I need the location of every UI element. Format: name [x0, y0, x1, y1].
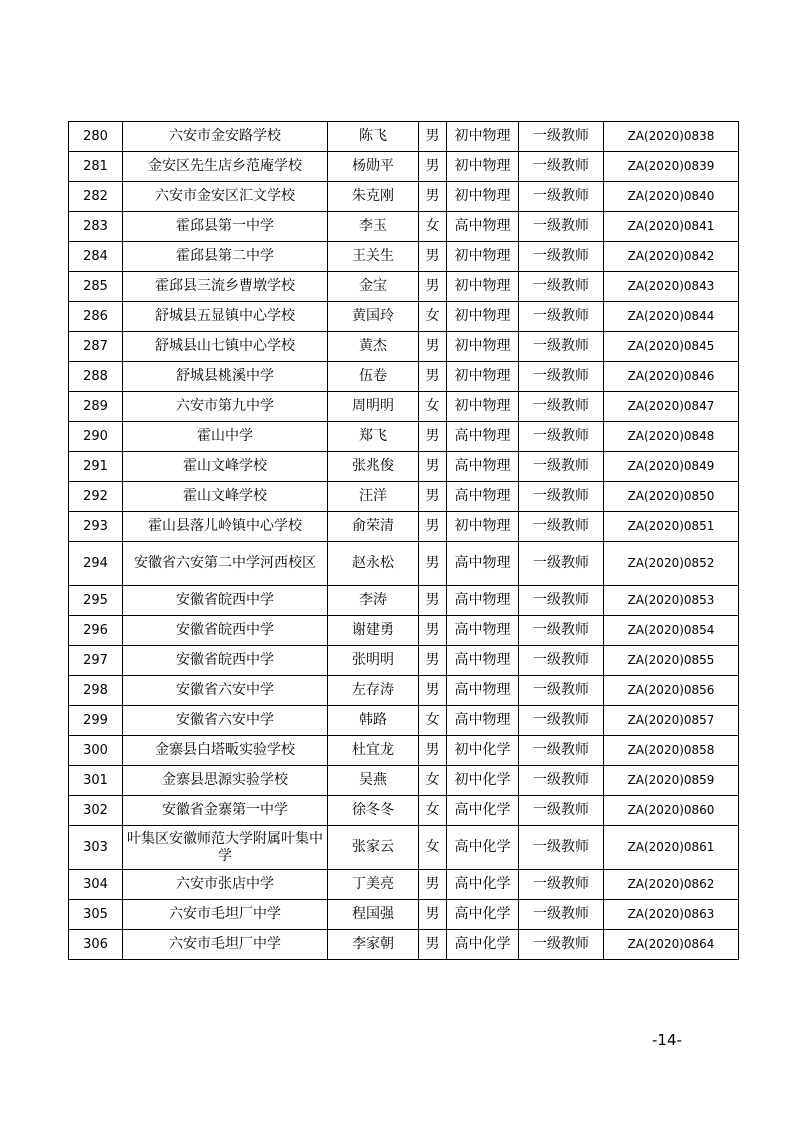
- table-row: [69, 272, 739, 302]
- cell-subject: 初中化学: [447, 736, 519, 766]
- cell-school: 六安市金安区汇文学校: [123, 182, 328, 212]
- cell-number: 297: [69, 646, 123, 676]
- page-number: -14-: [652, 1031, 682, 1049]
- cell-teacher-name: 吴燕: [328, 766, 419, 796]
- cell-subject: 高中物理: [447, 422, 519, 452]
- cell-certificate-number: ZA(2020)0863: [604, 900, 739, 930]
- cell-number: 287: [69, 332, 123, 362]
- cell-number: 289: [69, 392, 123, 422]
- cell-gender: 女: [419, 212, 447, 242]
- cell-subject: 初中物理: [447, 242, 519, 272]
- cell-subject: 高中物理: [447, 482, 519, 512]
- cell-subject: 初中物理: [447, 182, 519, 212]
- cell-teacher-name: 韩路: [328, 706, 419, 736]
- cell-number: 280: [69, 122, 123, 152]
- cell-subject: 初中物理: [447, 362, 519, 392]
- cell-teacher-name: 杜宜龙: [328, 736, 419, 766]
- cell-subject: 高中化学: [447, 900, 519, 930]
- cell-title: 一级教师: [519, 482, 604, 512]
- cell-certificate-number: ZA(2020)0842: [604, 242, 739, 272]
- cell-subject: 高中物理: [447, 586, 519, 616]
- table-row: [69, 616, 739, 646]
- cell-gender: 女: [419, 766, 447, 796]
- cell-certificate-number: ZA(2020)0843: [604, 272, 739, 302]
- table-row: [69, 182, 739, 212]
- cell-title: 一级教师: [519, 512, 604, 542]
- cell-number: 303: [69, 826, 123, 870]
- cell-teacher-name: 徐冬冬: [328, 796, 419, 826]
- cell-school: 霍山文峰学校: [123, 452, 328, 482]
- cell-number: 298: [69, 676, 123, 706]
- cell-number: 295: [69, 586, 123, 616]
- cell-school: 金寨县白塔畈实验学校: [123, 736, 328, 766]
- roster-body: [69, 122, 739, 960]
- cell-school: 霍山文峰学校: [123, 482, 328, 512]
- cell-school: 安徽省金寨第一中学: [123, 796, 328, 826]
- table-row: [69, 482, 739, 512]
- cell-gender: 男: [419, 676, 447, 706]
- table-row: [69, 826, 739, 870]
- cell-school: 安徽省六安第二中学河西校区: [123, 542, 328, 586]
- cell-gender: 男: [419, 900, 447, 930]
- cell-title: 一级教师: [519, 870, 604, 900]
- cell-gender: 男: [419, 870, 447, 900]
- cell-gender: 男: [419, 646, 447, 676]
- cell-title: 一级教师: [519, 122, 604, 152]
- cell-title: 一级教师: [519, 302, 604, 332]
- cell-gender: 男: [419, 332, 447, 362]
- cell-title: 一级教师: [519, 706, 604, 736]
- cell-teacher-name: 黄杰: [328, 332, 419, 362]
- cell-title: 一级教师: [519, 332, 604, 362]
- cell-subject: 高中物理: [447, 706, 519, 736]
- cell-certificate-number: ZA(2020)0864: [604, 930, 739, 960]
- cell-teacher-name: 伍卷: [328, 362, 419, 392]
- cell-certificate-number: ZA(2020)0846: [604, 362, 739, 392]
- cell-title: 一级教师: [519, 392, 604, 422]
- teacher-roster-table: [68, 121, 739, 960]
- cell-school: 霍邱县第二中学: [123, 242, 328, 272]
- table-row: [69, 332, 739, 362]
- table-row: [69, 422, 739, 452]
- cell-school: 霍邱县第一中学: [123, 212, 328, 242]
- cell-school: 霍邱县三流乡曹墩学校: [123, 272, 328, 302]
- cell-certificate-number: ZA(2020)0855: [604, 646, 739, 676]
- cell-school: 六安市张店中学: [123, 870, 328, 900]
- cell-title: 一级教师: [519, 616, 604, 646]
- cell-gender: 男: [419, 586, 447, 616]
- cell-gender: 女: [419, 706, 447, 736]
- cell-school: 安徽省皖西中学: [123, 586, 328, 616]
- cell-subject: 高中化学: [447, 930, 519, 960]
- table-row: [69, 676, 739, 706]
- cell-school: 霍山中学: [123, 422, 328, 452]
- cell-number: 281: [69, 152, 123, 182]
- cell-subject: 高中物理: [447, 646, 519, 676]
- table-row: [69, 736, 739, 766]
- cell-certificate-number: ZA(2020)0838: [604, 122, 739, 152]
- table-row: [69, 766, 739, 796]
- cell-gender: 女: [419, 796, 447, 826]
- cell-gender: 男: [419, 242, 447, 272]
- table-row: [69, 152, 739, 182]
- cell-gender: 男: [419, 362, 447, 392]
- cell-gender: 男: [419, 930, 447, 960]
- cell-certificate-number: ZA(2020)0850: [604, 482, 739, 512]
- cell-subject: 初中物理: [447, 512, 519, 542]
- cell-subject: 高中化学: [447, 826, 519, 870]
- cell-school: 金寨县思源实验学校: [123, 766, 328, 796]
- cell-number: 282: [69, 182, 123, 212]
- cell-gender: 男: [419, 736, 447, 766]
- cell-subject: 初中物理: [447, 272, 519, 302]
- cell-gender: 女: [419, 302, 447, 332]
- cell-number: 292: [69, 482, 123, 512]
- table-row: [69, 706, 739, 736]
- cell-number: 304: [69, 870, 123, 900]
- cell-school: 舒城县五显镇中心学校: [123, 302, 328, 332]
- cell-gender: 男: [419, 616, 447, 646]
- cell-teacher-name: 赵永松: [328, 542, 419, 586]
- cell-title: 一级教师: [519, 736, 604, 766]
- cell-teacher-name: 张家云: [328, 826, 419, 870]
- cell-subject: 高中化学: [447, 796, 519, 826]
- cell-subject: 初中物理: [447, 392, 519, 422]
- cell-school: 六安市毛坦厂中学: [123, 930, 328, 960]
- cell-certificate-number: ZA(2020)0847: [604, 392, 739, 422]
- table-row: [69, 930, 739, 960]
- table-row: [69, 242, 739, 272]
- table-row: [69, 122, 739, 152]
- cell-teacher-name: 程国强: [328, 900, 419, 930]
- cell-certificate-number: ZA(2020)0844: [604, 302, 739, 332]
- cell-number: 294: [69, 542, 123, 586]
- table-row: [69, 302, 739, 332]
- cell-certificate-number: ZA(2020)0854: [604, 616, 739, 646]
- table-row: [69, 870, 739, 900]
- cell-certificate-number: ZA(2020)0856: [604, 676, 739, 706]
- cell-teacher-name: 李涛: [328, 586, 419, 616]
- cell-gender: 男: [419, 542, 447, 586]
- cell-subject: 初中物理: [447, 122, 519, 152]
- cell-certificate-number: ZA(2020)0858: [604, 736, 739, 766]
- cell-gender: 女: [419, 826, 447, 870]
- cell-number: 288: [69, 362, 123, 392]
- table-row: [69, 542, 739, 586]
- cell-number: 285: [69, 272, 123, 302]
- cell-certificate-number: ZA(2020)0862: [604, 870, 739, 900]
- cell-number: 302: [69, 796, 123, 826]
- cell-teacher-name: 金宝: [328, 272, 419, 302]
- cell-certificate-number: ZA(2020)0849: [604, 452, 739, 482]
- cell-subject: 高中化学: [447, 870, 519, 900]
- cell-school: 安徽省皖西中学: [123, 616, 328, 646]
- cell-teacher-name: 汪洋: [328, 482, 419, 512]
- table-row: [69, 646, 739, 676]
- cell-subject: 高中物理: [447, 616, 519, 646]
- cell-teacher-name: 郑飞: [328, 422, 419, 452]
- cell-title: 一级教师: [519, 586, 604, 616]
- cell-certificate-number: ZA(2020)0840: [604, 182, 739, 212]
- cell-subject: 初中物理: [447, 302, 519, 332]
- cell-subject: 高中物理: [447, 452, 519, 482]
- cell-teacher-name: 谢建勇: [328, 616, 419, 646]
- cell-school: 六安市金安路学校: [123, 122, 328, 152]
- cell-title: 一级教师: [519, 646, 604, 676]
- cell-title: 一级教师: [519, 272, 604, 302]
- cell-number: 283: [69, 212, 123, 242]
- cell-certificate-number: ZA(2020)0852: [604, 542, 739, 586]
- cell-subject: 高中物理: [447, 676, 519, 706]
- cell-certificate-number: ZA(2020)0859: [604, 766, 739, 796]
- table-row: [69, 212, 739, 242]
- cell-title: 一级教师: [519, 422, 604, 452]
- cell-school: 六安市毛坦厂中学: [123, 900, 328, 930]
- table-row: [69, 586, 739, 616]
- cell-school: 安徽省六安中学: [123, 676, 328, 706]
- cell-title: 一级教师: [519, 542, 604, 586]
- cell-number: 299: [69, 706, 123, 736]
- cell-title: 一级教师: [519, 242, 604, 272]
- cell-gender: 男: [419, 452, 447, 482]
- cell-certificate-number: ZA(2020)0839: [604, 152, 739, 182]
- cell-certificate-number: ZA(2020)0860: [604, 796, 739, 826]
- cell-gender: 男: [419, 482, 447, 512]
- cell-teacher-name: 左存涛: [328, 676, 419, 706]
- cell-teacher-name: 李玉: [328, 212, 419, 242]
- cell-title: 一级教师: [519, 796, 604, 826]
- cell-teacher-name: 朱克刚: [328, 182, 419, 212]
- cell-teacher-name: 张兆俊: [328, 452, 419, 482]
- cell-subject: 初中物理: [447, 152, 519, 182]
- table-row: [69, 796, 739, 826]
- cell-title: 一级教师: [519, 826, 604, 870]
- table-row: [69, 512, 739, 542]
- cell-number: 306: [69, 930, 123, 960]
- cell-teacher-name: 王关生: [328, 242, 419, 272]
- cell-subject: 初中化学: [447, 766, 519, 796]
- cell-number: 305: [69, 900, 123, 930]
- table-row: [69, 392, 739, 422]
- cell-teacher-name: 陈飞: [328, 122, 419, 152]
- cell-number: 290: [69, 422, 123, 452]
- cell-number: 286: [69, 302, 123, 332]
- cell-title: 一级教师: [519, 212, 604, 242]
- cell-teacher-name: 周明明: [328, 392, 419, 422]
- cell-school: 叶集区安徽师范大学附属叶集中学: [123, 826, 328, 870]
- cell-teacher-name: 杨勋平: [328, 152, 419, 182]
- cell-school: 安徽省皖西中学: [123, 646, 328, 676]
- cell-certificate-number: ZA(2020)0845: [604, 332, 739, 362]
- cell-certificate-number: ZA(2020)0853: [604, 586, 739, 616]
- cell-title: 一级教师: [519, 766, 604, 796]
- cell-certificate-number: ZA(2020)0857: [604, 706, 739, 736]
- cell-subject: 初中物理: [447, 332, 519, 362]
- cell-certificate-number: ZA(2020)0861: [604, 826, 739, 870]
- cell-teacher-name: 张明明: [328, 646, 419, 676]
- cell-gender: 女: [419, 392, 447, 422]
- cell-number: 293: [69, 512, 123, 542]
- cell-subject: 高中物理: [447, 212, 519, 242]
- cell-title: 一级教师: [519, 152, 604, 182]
- cell-certificate-number: ZA(2020)0851: [604, 512, 739, 542]
- cell-certificate-number: ZA(2020)0841: [604, 212, 739, 242]
- cell-title: 一级教师: [519, 452, 604, 482]
- cell-certificate-number: ZA(2020)0848: [604, 422, 739, 452]
- cell-number: 296: [69, 616, 123, 646]
- cell-teacher-name: 黄国玲: [328, 302, 419, 332]
- cell-gender: 男: [419, 422, 447, 452]
- cell-school: 安徽省六安中学: [123, 706, 328, 736]
- cell-gender: 男: [419, 122, 447, 152]
- cell-gender: 男: [419, 512, 447, 542]
- cell-gender: 男: [419, 182, 447, 212]
- cell-school: 舒城县山七镇中心学校: [123, 332, 328, 362]
- cell-subject: 高中物理: [447, 542, 519, 586]
- table-row: [69, 452, 739, 482]
- cell-teacher-name: 俞荣清: [328, 512, 419, 542]
- cell-title: 一级教师: [519, 676, 604, 706]
- cell-number: 300: [69, 736, 123, 766]
- cell-gender: 男: [419, 272, 447, 302]
- cell-number: 301: [69, 766, 123, 796]
- cell-title: 一级教师: [519, 182, 604, 212]
- cell-title: 一级教师: [519, 930, 604, 960]
- cell-school: 六安市第九中学: [123, 392, 328, 422]
- cell-teacher-name: 李家朝: [328, 930, 419, 960]
- cell-school: 舒城县桃溪中学: [123, 362, 328, 392]
- cell-title: 一级教师: [519, 362, 604, 392]
- cell-number: 284: [69, 242, 123, 272]
- cell-teacher-name: 丁美亮: [328, 870, 419, 900]
- cell-title: 一级教师: [519, 900, 604, 930]
- cell-gender: 男: [419, 152, 447, 182]
- cell-number: 291: [69, 452, 123, 482]
- table-row: [69, 900, 739, 930]
- table-row: [69, 362, 739, 392]
- cell-school: 霍山县落儿岭镇中心学校: [123, 512, 328, 542]
- cell-school: 金安区先生店乡范庵学校: [123, 152, 328, 182]
